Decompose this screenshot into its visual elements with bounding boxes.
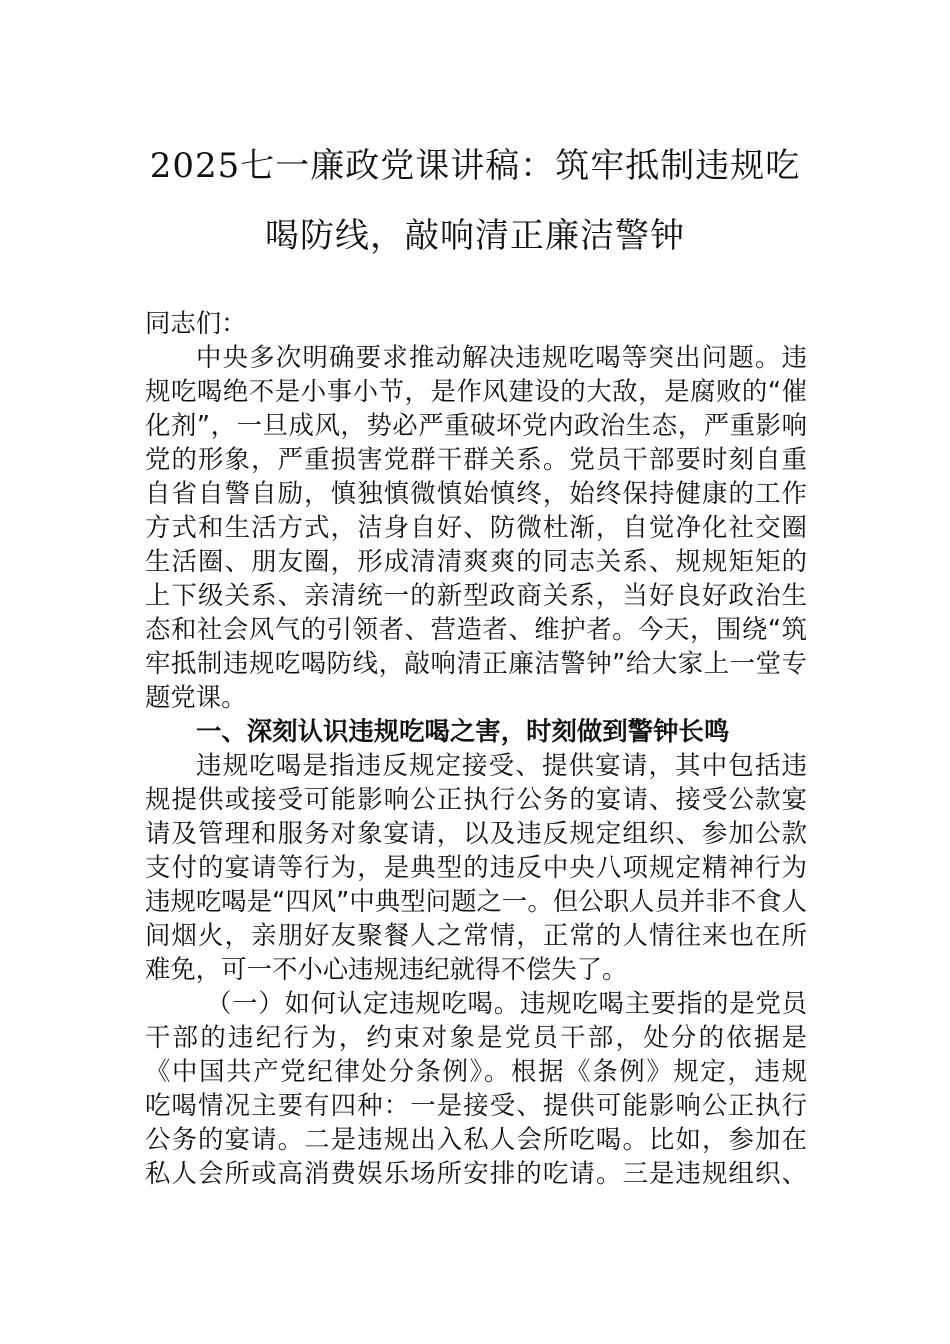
body-line: 方式和生活方式，洁身自好、防微杜渐，自觉净化社交圈 (145, 512, 807, 542)
body-line: 私人会所或高消费娱乐场所安排的吃请。三是违规组织、 (145, 1158, 807, 1188)
body-line: 生活圈、朋友圈，形成清清爽爽的同志关系、规规矩矩的 (145, 546, 807, 576)
body-line: 中央多次明确要求推动解决违规吃喝等突出问题。违 (196, 342, 807, 372)
subsection-line: （一）如何认定违规吃喝。违规吃喝主要指的是党员 (206, 988, 807, 1018)
document-title-line-1: 2025七一廉政党课讲稿：筑牢抵制违规吃 (149, 146, 801, 186)
body-line: 规提供或接受可能影响公正执行公务的宴请、接受公款宴 (145, 784, 807, 814)
body-line: 公务的宴请。二是违规出入私人会所吃喝。比如，参加在 (145, 1124, 807, 1154)
body-line: 自省自警自励，慎独慎微慎始慎终，始终保持健康的工作 (145, 478, 807, 508)
body-line: 请及管理和服务对象宴请，以及违反规定组织、参加公款 (145, 818, 807, 848)
body-line: 违规吃喝是指违反规定接受、提供宴请，其中包括违 (196, 750, 807, 780)
body-line: 牢抵制违规吃喝防线，敲响清正廉洁警钟”给大家上一堂专 (145, 648, 807, 678)
body-line: 化剂”，一旦成风，势必严重破坏党内政治生态，严重影响 (145, 410, 807, 440)
body-line: 题党课。 (145, 682, 247, 712)
body-line: 干部的违纪行为，约束对象是党员干部，处分的依据是 (145, 1022, 807, 1052)
body-line: 支付的宴请等行为，是典型的违反中央八项规定精神行为 (145, 852, 807, 882)
body-line: 《中国共产党纪律处分条例》。根据《条例》规定，违规 (145, 1056, 807, 1086)
document-title-line-2: 喝防线，敲响清正廉洁警钟 (265, 216, 685, 256)
body-line: 上下级关系、亲清统一的新型政商关系，当好良好政治生 (145, 580, 807, 610)
body-line: 吃喝情况主要有四种：一是接受、提供可能影响公正执行 (145, 1090, 807, 1120)
body-line: 违规吃喝是“四风”中典型问题之一。但公职人员并非不食人 (145, 886, 807, 916)
body-line: 难免，可一不小心违规违纪就得不偿失了。 (145, 954, 628, 984)
salutation: 同志们： (145, 308, 247, 338)
body-line: 规吃喝绝不是小事小节，是作风建设的大敌，是腐败的“催 (145, 376, 807, 406)
body-line: 间烟火，亲朋好友聚餐人之常情，正常的人情往来也在所 (145, 920, 807, 950)
section-heading: 一、深刻认识违规吃喝之害，时刻做到警钟长鸣 (196, 716, 730, 746)
body-line: 党的形象，严重损害党群干群关系。党员干部要时刻自重 (145, 444, 807, 474)
body-line: 态和社会风气的引领者、营造者、维护者。今天，围绕“筑 (145, 614, 807, 644)
